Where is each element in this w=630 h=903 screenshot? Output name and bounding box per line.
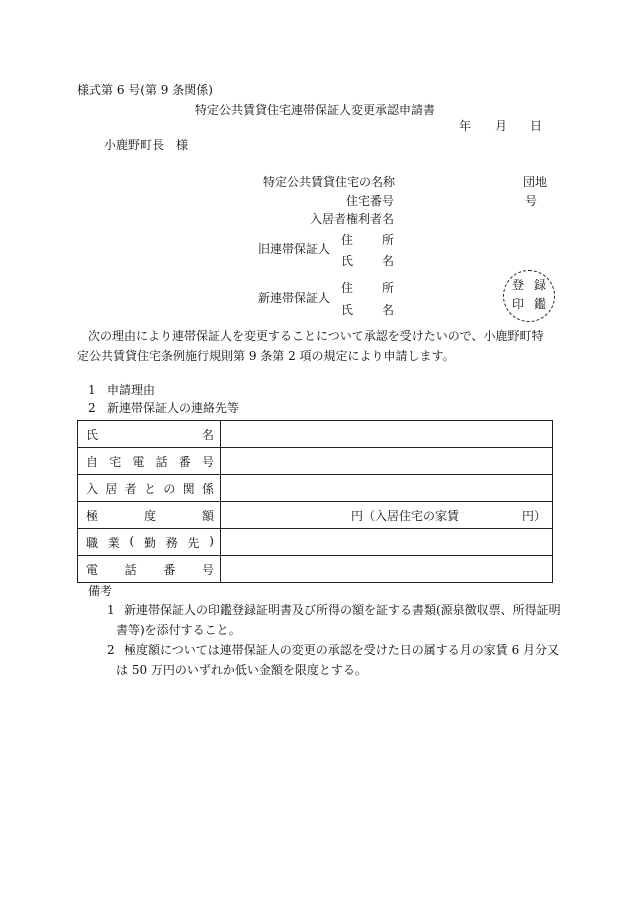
label-char: 電 xyxy=(86,562,99,577)
table-row xyxy=(78,421,553,448)
seal-char-4: 鑑 xyxy=(534,297,547,311)
seal-char-1: 登 xyxy=(512,278,525,292)
item-2-text: 新連帯保証人の連絡先等 xyxy=(107,401,240,415)
housing-number-suffix: 号 xyxy=(525,194,538,208)
amount-yen-close-text: 円） xyxy=(521,508,546,523)
label-char: 関 xyxy=(182,481,195,496)
housing-number-label: 住宅番号 xyxy=(346,194,395,208)
label-relationship xyxy=(78,475,221,502)
tenant-label: 入居者権利者名 xyxy=(310,212,395,226)
label-char: 名 xyxy=(201,427,214,442)
label-char: ) xyxy=(209,533,214,548)
table-row xyxy=(78,502,553,529)
remark-2-number: 2 xyxy=(107,643,115,657)
label-char: 電 xyxy=(132,454,145,469)
table-row xyxy=(78,475,553,502)
table-row xyxy=(78,556,553,583)
label-char: 勤 xyxy=(143,535,156,550)
label-char: 入 xyxy=(86,481,99,496)
document-title: 特定公共賃貸住宅連帯保証人変更承認申請書 xyxy=(194,103,435,117)
label-char: 職 xyxy=(86,535,99,550)
label-char: 先 xyxy=(187,535,200,550)
label-char: 係 xyxy=(201,481,214,496)
remark-2-line-2: は 50 万円のいずれか低い金額を限度とする。 xyxy=(116,663,367,677)
item-2-number: 2 xyxy=(88,401,96,415)
guarantor-contact-table xyxy=(77,420,553,583)
label-char: 自 xyxy=(86,454,99,469)
statement-line-2: 定公共賃貸住宅条例施行規則第 9 条第 2 項の規定により申請します。 xyxy=(77,349,455,363)
remark-1-number: 1 xyxy=(107,603,115,617)
label-name xyxy=(78,421,221,448)
new-guarantor-name-char-2: 名 xyxy=(382,303,395,317)
statement-line-1: 次の理由により連帯保証人を変更することについて承認を受けたいので、小鹿野町特 xyxy=(88,329,544,343)
date-year-label: 年 xyxy=(459,119,472,133)
amount-yen-rent-text: 円（入居住宅の家賃 xyxy=(351,508,460,523)
date-day-label: 日 xyxy=(530,119,543,133)
label-char: 極 xyxy=(86,508,99,523)
label-char: 務 xyxy=(165,535,178,550)
new-guarantor-address-char-1: 住 xyxy=(341,281,354,295)
label-char: 号 xyxy=(201,562,214,577)
label-char: 宅 xyxy=(109,454,122,469)
remark-1-line-1: 新連帯保証人の印鑑登録証明書及び所得の額を証する書類(源泉徴収票、所得証明 xyxy=(124,603,561,617)
label-char: 者 xyxy=(124,481,137,496)
old-guarantor-address-char-2: 所 xyxy=(382,233,395,247)
value-home-phone-cell[interactable] xyxy=(221,448,553,475)
item-1-text: 申請理由 xyxy=(107,383,156,397)
new-guarantor-name-char-1: 氏 xyxy=(341,303,354,317)
housing-name-suffix: 団地 xyxy=(523,175,548,189)
item-1-number: 1 xyxy=(88,383,96,397)
table-row xyxy=(78,529,553,556)
housing-name-label: 特定公共賃貸住宅の名称 xyxy=(263,175,396,189)
value-phone-number-cell[interactable] xyxy=(221,556,553,583)
old-guarantor-label: 旧連帯保証人 xyxy=(258,242,331,256)
label-char: 度 xyxy=(143,508,156,523)
seal-char-2: 録 xyxy=(534,278,547,292)
addressee: 小鹿野町長 様 xyxy=(104,138,189,152)
value-relationship-cell[interactable] xyxy=(221,475,553,502)
table-row xyxy=(78,448,553,475)
label-char: 業 xyxy=(107,535,120,550)
label-char: 額 xyxy=(201,508,214,523)
label-char: ( xyxy=(129,533,135,548)
date-month-label: 月 xyxy=(495,119,508,133)
value-occupation-cell[interactable] xyxy=(221,529,553,556)
value-maximum-amount-cell[interactable] xyxy=(221,502,553,529)
label-char: 話 xyxy=(155,454,168,469)
form-number: 様式第 6 号(第 9 条関係) xyxy=(77,83,213,97)
new-guarantor-address-char-2: 所 xyxy=(382,281,395,295)
label-char: 居 xyxy=(105,481,118,496)
label-char: 号 xyxy=(201,454,214,469)
label-char: と xyxy=(143,481,156,496)
label-occupation xyxy=(78,529,221,556)
new-guarantor-label: 新連帯保証人 xyxy=(258,291,331,305)
label-char: 番 xyxy=(178,454,191,469)
remark-2-line-1: 極度額については連帯保証人の変更の承認を受けた日の属する月の家賃 6 月分又 xyxy=(124,643,560,657)
label-home-phone xyxy=(78,448,221,475)
label-char: 話 xyxy=(124,562,137,577)
label-char: 氏 xyxy=(86,427,99,442)
old-guarantor-name-char-1: 氏 xyxy=(341,254,354,268)
registered-seal-circle xyxy=(503,270,555,322)
label-phone-number xyxy=(78,556,221,583)
remark-1-line-2: 書等)を添付すること。 xyxy=(116,623,241,637)
old-guarantor-name-char-2: 名 xyxy=(382,254,395,268)
value-name-cell[interactable] xyxy=(221,421,553,448)
label-char: の xyxy=(163,481,176,496)
remarks-heading: 備考 xyxy=(88,584,113,598)
label-char: 番 xyxy=(163,562,176,577)
label-maximum-amount xyxy=(78,502,221,529)
seal-char-3: 印 xyxy=(512,297,525,311)
old-guarantor-address-char-1: 住 xyxy=(341,233,354,247)
